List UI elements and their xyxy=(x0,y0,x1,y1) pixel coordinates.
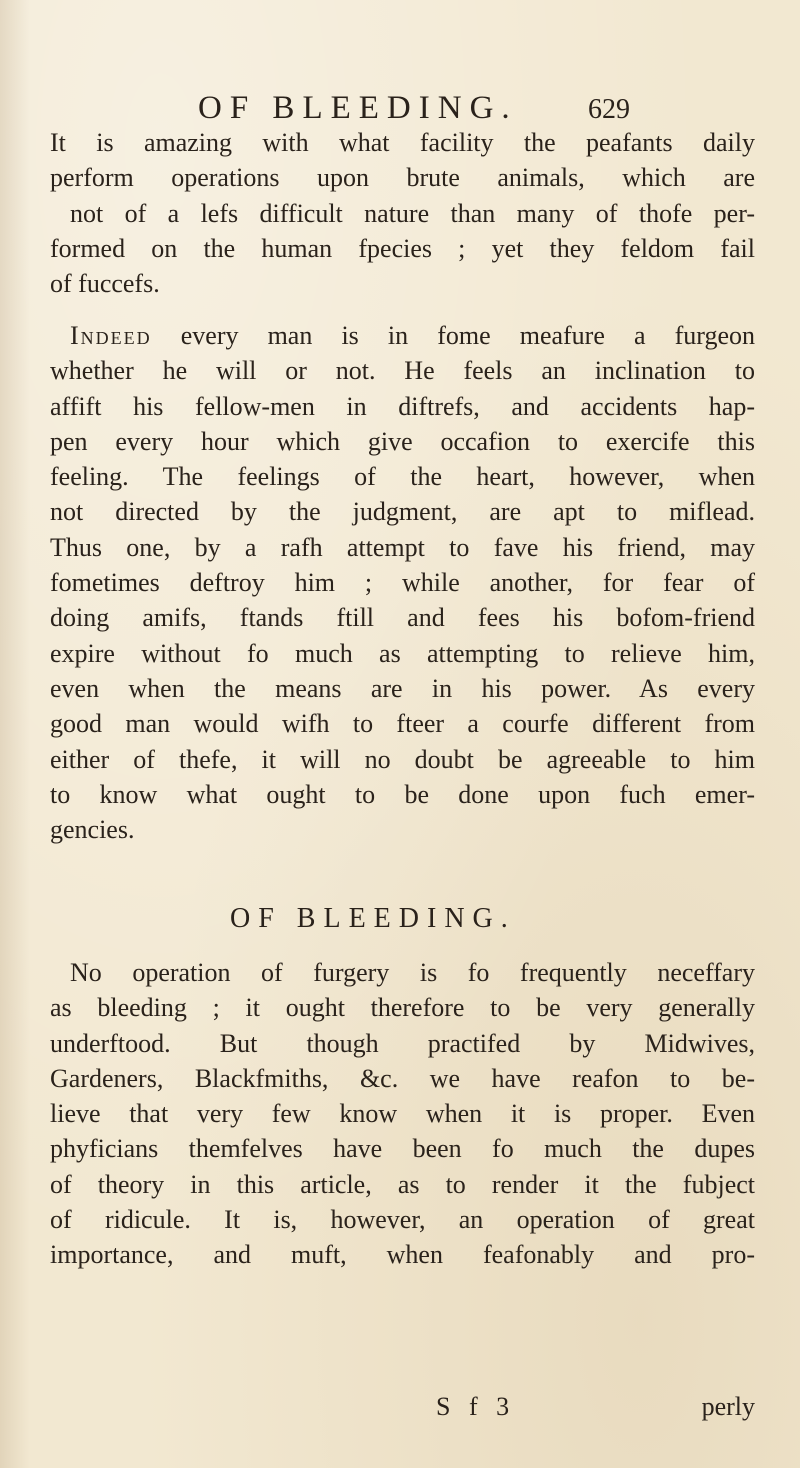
text-line: underftood. But though practifed by Midwives, xyxy=(50,1028,755,1058)
page-header xyxy=(198,88,658,128)
page-gutter-shadow xyxy=(0,0,30,1468)
text-line: Thus one, by a rafh attempt to fave his friend, may xyxy=(50,532,755,562)
page-number: 629 xyxy=(588,94,630,125)
text-line: importance, and muft, when feafonably and pro- xyxy=(50,1240,755,1270)
text-line: It is amazing with what facility the peafants daily xyxy=(50,128,755,157)
text-line: gencies. xyxy=(50,815,135,845)
text-line: fometimes deftroy him ; while another, for fear of xyxy=(50,568,755,598)
text-line: expire without fo much as attempting to relieve him, xyxy=(50,638,755,668)
text-line: formed on the human fpecies ; yet they feldom fail xyxy=(50,233,755,263)
text-line: perform operations upon brute animals, which are xyxy=(50,163,755,193)
running-title: OF BLEEDING. xyxy=(198,90,518,126)
text-fragment: every man is in fome meafure a furgeon xyxy=(151,321,755,350)
text-line: of theory in this article, as to render it the fubject xyxy=(50,1169,755,1199)
text-line: even when the means are in his power. As every xyxy=(50,673,755,703)
text-line: doing amifs, ftands ftill and fees his bofom-friend xyxy=(50,603,755,633)
text-line: either of thefe, it will no doubt be agreeable to him xyxy=(50,744,755,774)
text-line: pen every hour which give occafion to exercife this xyxy=(50,426,755,456)
text-line: as bleeding ; it ought therefore to be very generally xyxy=(50,993,755,1023)
text-line: lieve that very few know when it is proper. Even xyxy=(50,1099,755,1129)
page-footer xyxy=(50,1388,755,1426)
text-line: good man would wifh to fteer a courfe different from xyxy=(50,709,755,739)
text-line: feeling. The feelings of the heart, however, when xyxy=(50,462,755,492)
paragraph-peasants xyxy=(50,125,755,301)
text-line: whether he will or not. He feels an inclination to xyxy=(50,356,755,386)
text-line: not directed by the judgment, are apt to miflead. xyxy=(50,497,755,527)
section-heading: OF BLEEDING. xyxy=(230,903,516,934)
text-line: phyficians themfelves have been fo much the dupes xyxy=(50,1134,755,1164)
text-line: affift his fellow-men in diftrefs, and accidents hap- xyxy=(50,391,755,421)
catchword: perly xyxy=(701,1392,755,1421)
paragraph-opening-word: Indeed xyxy=(70,321,152,350)
text-line: of fuccefs. xyxy=(50,269,160,299)
paragraph-indeed xyxy=(50,318,755,847)
text-line: No operation of furgery is fo frequently neceffary xyxy=(70,958,755,987)
signature-mark: S f 3 xyxy=(436,1392,516,1421)
text-line: Gardeners, Blackfmiths, &c. we have reafon to be- xyxy=(50,1063,755,1093)
text-line: of ridicule. It is, however, an operation of great xyxy=(50,1205,755,1235)
text-line xyxy=(50,318,755,353)
paragraph-bleeding xyxy=(50,955,755,1273)
text-line: to know what ought to be done upon fuch emer- xyxy=(50,779,755,809)
text-line: not of a lefs difficult nature than many of thofe per- xyxy=(70,198,755,228)
